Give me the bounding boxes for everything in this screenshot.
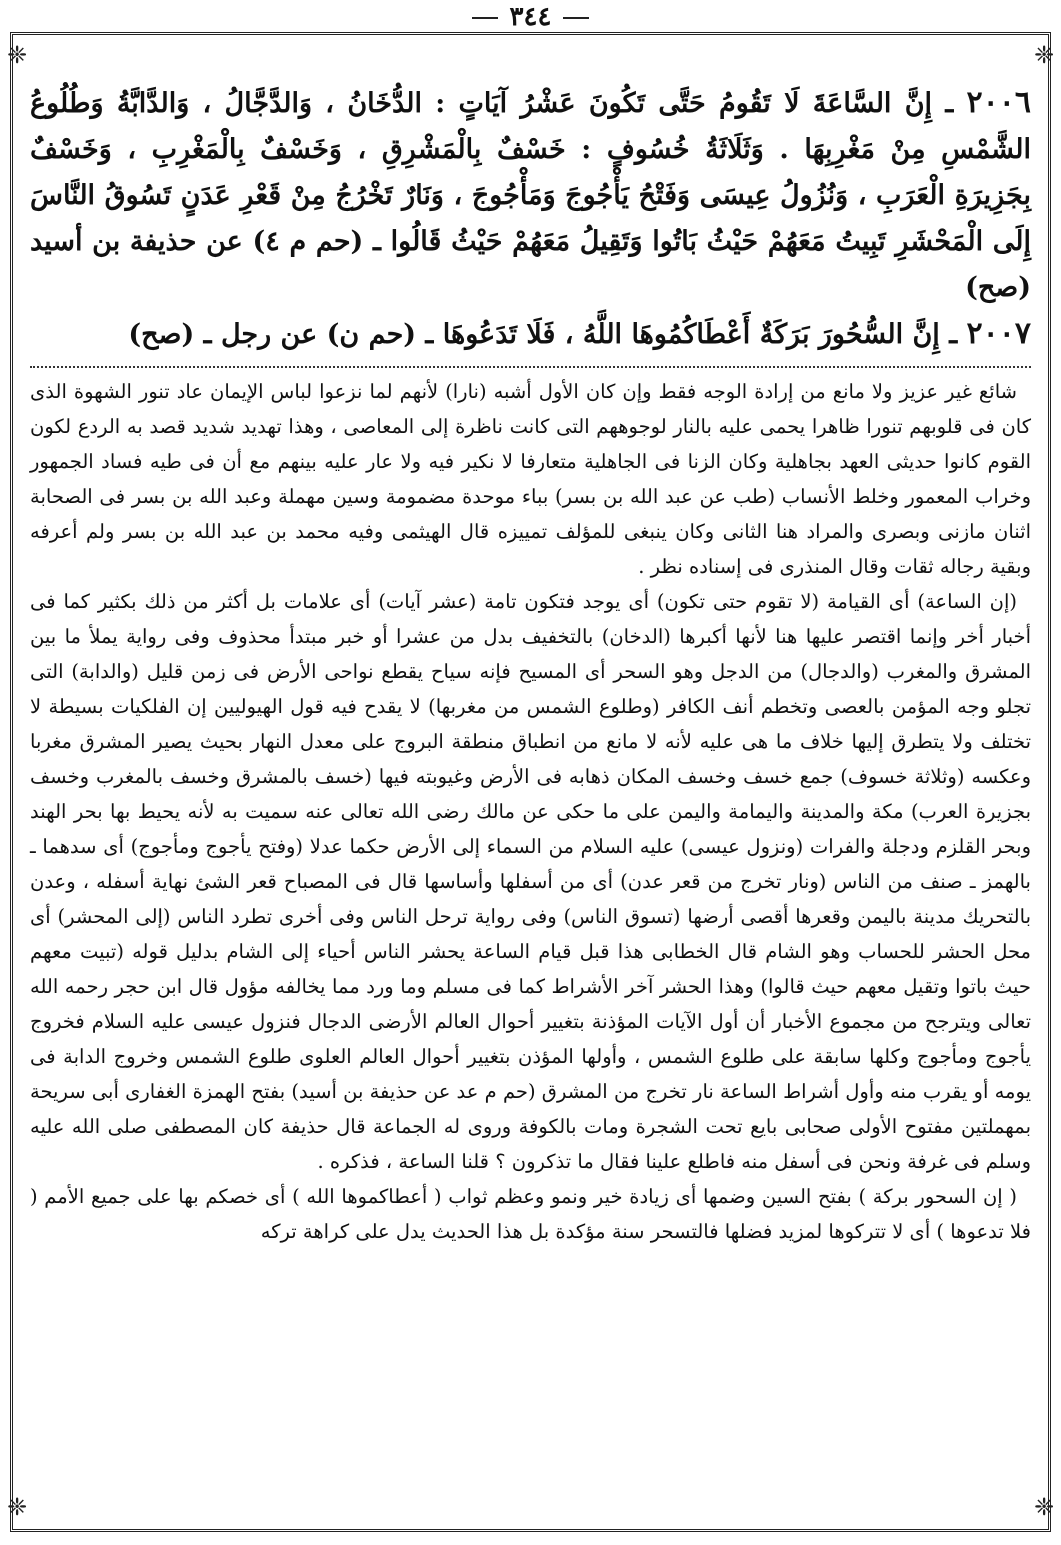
hadith-text: إِنَّ السُّحُورَ بَرَكَةٌ أَعْطَاكُمُوهَا اللَّهُ ، فَلَا تَدَعُوهَا (442, 319, 940, 350)
hadith-number: ٢٠٠٦ (966, 85, 1031, 120)
corner-ornament-icon: ❈ (6, 41, 28, 69)
page-number (0, 2, 1061, 32)
hadith-number: ٢٠٠٧ (966, 316, 1031, 351)
page-body (30, 80, 1031, 1249)
commentary-paragraph: شائع غير عزيز ولا مانع من إرادة الوجه فقط وإن كان الأول أشبه (نارا) لأنهم لما نزعوا لباس الإيمان عاد تنور الشهوة الذى كان فى قلوبهم تنورا ظاهرا يحمى عليه بالنار لوجوههم التى كانت ناظرة إلى المعاصى ، وهذا تهديد شديد قصد به الردع لكون القوم كانوا حديثى العهد بجاهلية وكان الزنا فى الجاهلية متعارفا لا نكير فيه ولا عار عليه بينهم مع أن فى طيه فساد الجمهور وخراب المعمور وخلط الأنساب (طب عن عبد الله بن بسر) بباء موحدة مضمومة وسين مهملة وعبد الله بن بسر فى الصحابة اثنان مازنى وبصرى والمراد هنا الثانى وكان ينبغى للمؤلف تمييزه قال الهيثمى وفيه محمد بن عبد الله بن بسر ولم أعرفه وبقية رجاله ثقات وقال المنذرى فى إسناده نظر . (30, 380, 1031, 578)
corner-ornament-icon: ❈ (6, 1493, 28, 1521)
hadith-text: إِنَّ السَّاعَةَ لَا تَقُومُ حَتَّى تَكُونَ عَشْرُ آيَاتٍ : الدُّخَانُ ، وَالدَّجَّالُ ، وَالدَّابَّةُ وَطُلُوعُ الشَّمْسِ مِنْ مَغْرِبِهَا . وَثَلَاثَةُ خُسُوفٍ : خَسْفٌ بِالْمَشْرِقِ ، وَخَسْفٌ بِالْمَغْرِبِ ، وَخَسْفٌ بِجَزِيرَةِ الْعَرَبِ ، وَنُزُولُ عِيسَى وَفَتْحُ يَأْجُوجَ وَمَأْجُوجَ ، وَنَارٌ تَخْرُجُ مِنْ قَعْرِ عَدَنٍ تَسُوقُ النَّاسَ إِلَى الْمَحْشَرِ تَبِيتُ مَعَهُمْ حَيْثُ بَاتُوا وَتَقِيلُ مَعَهُمْ حَيْثُ قَالُوا (30, 88, 1032, 257)
page-number-dash-right (563, 17, 589, 19)
commentary-paragraph: ( إن السحور بركة ) بفتح السين وضمها أى زيادة خير ونمو وعظم ثواب ( أعطاكموها الله ) أى خصكم بها على جميع الأمم ( فلا تدعوها ) أى لا تتركوها لمزيد فضلها فالتسحر سنة مؤكدة بل هذا الحديث يدل على كراهة تركه (30, 1185, 1031, 1243)
corner-ornament-icon: ❈ (1033, 1493, 1055, 1521)
page-number-dash-left (472, 17, 498, 19)
hadith-source: ـ (حم ن) عن رجل ـ (صح) (128, 319, 434, 350)
commentary-paragraph: (إن الساعة) أى القيامة (لا تقوم حتى تكون) أى يوجد فتكون تامة (عشر آيات) أى علامات بل أكثر من ذلك بكثير كما فى أخبار أخر وإنما اقتصر عليها هنا لأنها أكبرها (الدخان) بالتخفيف بدل من عشرا أو خبر مبتدأ محذوف وفى رواية يملأ ما بين المشرق والمغرب (والدجال) من الدجل وهو السحر أى المسيح فإنه سياح يقطع نواحى الأرض فى زمن قليل (والدابة) التى تجلو وجه المؤمن بالعصى وتخطم أنف الكافر (وطلوع الشمس من مغربها) لا يقدح فيه قول الهيوليين إن الفلكيات بسيطة لا تختلف ولا يتطرق إليها خلاف ما هى عليه لأنه لا مانع من انطباق منطقة البروج على معدل النهار بحيث يصير المشرق مغربا وعكسه (وثلاثة خسوف) جمع خسف وخسف المكان ذهابه فى الأرض وغيوبته فيها (خسف بالمشرق وخسف بالمغرب وخسف بجزيرة العرب) مكة والمدينة واليمامة واليمن على ما حكى عن مالك رضى الله تعالى عنه سميت به لأنه يحيط بها بحر الهند وبحر القلزم ودجلة والفرات (ونزول عيسى) عليه السلام من السماء إلى الأرض حكما عدلا (وفتح يأجوج ومأجوج) أى سدهما ـ بالهمز ـ صنف من الناس (ونار تخرج من قعر عدن) أى من أسفلها وأساسها قال فى المصباح قعر الشئ نهاية أسفله ، وعدن بالتحريك مدينة باليمن وقعرها أقصى أرضها (تسوق الناس) وفى رواية ترحل الناس وفى أخرى تطرد الناس (إلى المحشر) أى محل الحشر للحساب وهو الشام قال الخطابى هذا قبل قيام الساعة يحشر الناس أحياء إلى الشام بدليل قوله (تبيت معهم حيث باتوا وتقيل معهم حيث قالوا) وهذا الحشر آخر الأشراط كما فى مسلم وما ورد مما يخالفه مؤول قال ابن حجر رحمه الله تعالى ويترجح من مجموع الأخبار أن أول الآيات المؤذنة بتغيير أحوال العالم الأرضى الدجال فنزول عيسى عليه السلام فخروج يأجوج ومأجوج وكلها سابقة على طلوع الشمس ، وأولها المؤذن بتغيير أحوال العالم العلوى طلوع الشمس وخروج الدابة فى يومه أو يقرب منه وأول أشراط الساعة نار تخرج من المشرق (حم م عد عن حذيفة بن أسيد) بفتح الهمزة الغفارى أبى سريحة بمهملتين مفتوح الأولى صحابى بايع تحت الشجرة ومات بالكوفة وروى له الجماعة قال حذيفة كان المصطفى صلى الله عليه وسلم فى غرفة ونحن فى أسفل منه فاطلع علينا فقال ما تذكرون ؟ قلنا الساعة ، فذكره . (30, 590, 1031, 1173)
page-number-text: ٣٤٤ (509, 2, 552, 32)
commentary (30, 374, 1031, 1249)
hadith-2006: ٢٠٠٦ ـ إِنَّ السَّاعَةَ لَا تَقُومُ حَتَّى تَكُونَ عَشْرُ آيَاتٍ : الدُّخَانُ ، وَالدَّجَّالُ ، وَالدَّابَّةُ وَطُلُوعُ الشَّمْسِ مِنْ مَغْرِبِهَا . وَثَلَاثَةُ خُسُوفٍ : خَسْفٌ بِالْمَشْرِقِ ، وَخَسْفٌ بِالْمَغْرِبِ ، وَخَسْفٌ بِجَزِيرَةِ الْعَرَبِ ، وَنُزُولُ عِيسَى وَفَتْحُ يَأْجُوجَ وَمَأْجُوجَ ، وَنَارٌ تَخْرُجُ مِنْ قَعْرِ عَدَنٍ تَسُوقُ النَّاسَ إِلَى الْمَحْشَرِ تَبِيتُ مَعَهُمْ حَيْثُ بَاتُوا وَتَقِيلُ مَعَهُمْ حَيْثُ قَالُوا ـ (حم م ٤) عن حذيفة بن أسيد (صح) (30, 85, 1032, 303)
hadith-source: ـ (حم م ٤) عن حذيفة بن أسيد (صح) (30, 226, 1031, 303)
corner-ornament-icon: ❈ (1033, 41, 1055, 69)
hadith-2007: ٢٠٠٧ ـ إِنَّ السُّحُورَ بَرَكَةٌ أَعْطَاكُمُوهَا اللَّهُ ، فَلَا تَدَعُوهَا ـ (حم ن) عن رجل ـ (صح) (128, 316, 1031, 351)
section-divider (30, 366, 1031, 368)
